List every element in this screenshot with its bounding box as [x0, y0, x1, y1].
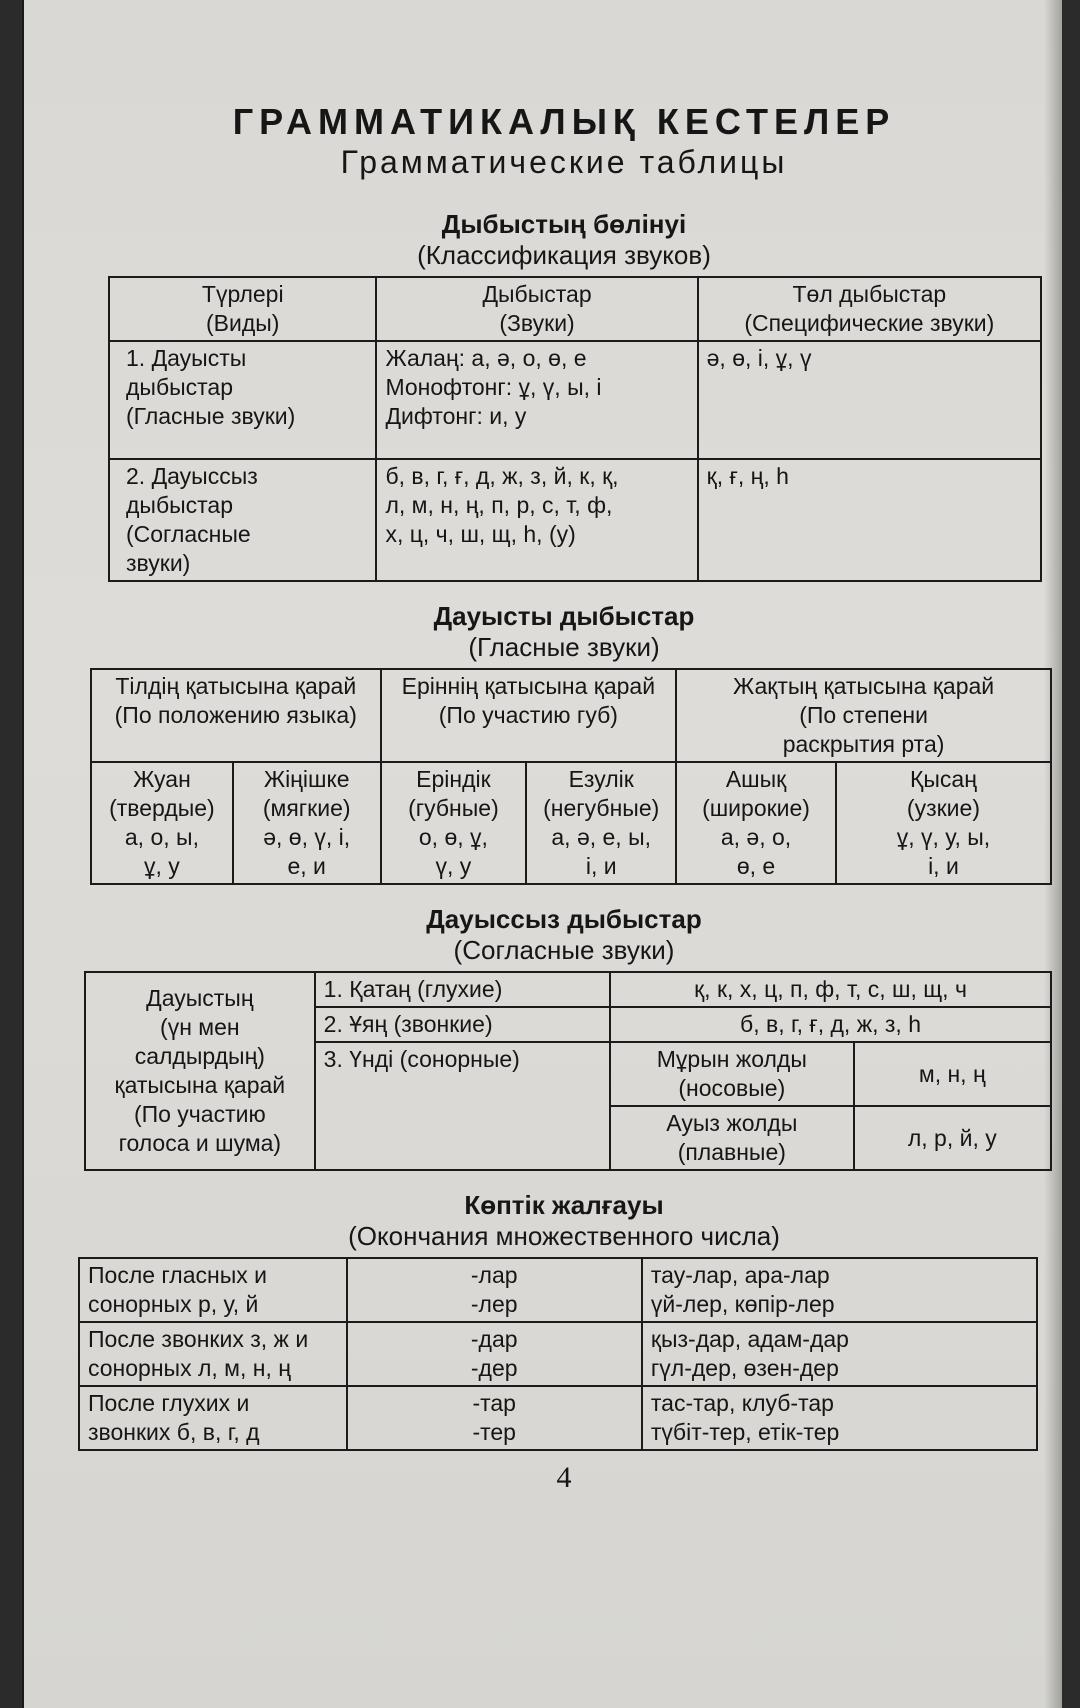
plural-condition: После глухих и звонких б, в, г, д	[79, 1386, 347, 1450]
plural-examples: тау-лар, ара-лар үй-лер, көпір-лер	[642, 1258, 1037, 1322]
vowels-soft: Жіңішке (мягкие) ә, ө, ү, і, е, и	[233, 762, 381, 884]
plural-examples: қыз-дар, адам-дар гүл-дер, өзен-дер	[642, 1322, 1037, 1386]
plural-suffix: -тар -тер	[347, 1386, 642, 1450]
table-row	[85, 972, 1051, 1007]
page-subtitle: Грамматические таблицы	[340, 144, 788, 180]
consonants-group-label: Дауыстың (үн мен салдырдың) қатысына қарай (По участию голоса и шума)	[85, 972, 315, 1170]
nasal-label: Мұрын жолды (носовые)	[610, 1042, 854, 1106]
table-row	[79, 1258, 1037, 1322]
cell-vowels-type: 1. Дауысты дыбыстар (Гласные звуки)	[109, 341, 376, 459]
oral-label: Ауыз жолды (плавные)	[610, 1106, 854, 1170]
voiced-label: 2. Ұяң (звонкие)	[315, 1007, 610, 1042]
plural-examples: тас-тар, клуб-тар түбіт-тер, етік-тер	[642, 1386, 1037, 1450]
header-types: Түрлері (Виды)	[109, 277, 376, 341]
vowels-hard: Жуан (твердые) а, о, ы, ұ, у	[91, 762, 233, 884]
cell-consonants-type: 2. Дауыссыз дыбыстар (Согласные звуки)	[109, 459, 376, 581]
page-number: 4	[556, 1461, 572, 1494]
plural-suffix: -лар -лер	[347, 1258, 642, 1322]
table-header-row	[109, 277, 1041, 341]
classification-subtitle: (Классификация звуков)	[417, 240, 711, 270]
plural-suffix: -дар -дер	[347, 1322, 642, 1386]
cell-consonants-specific: қ, ғ, ң, һ	[698, 459, 1041, 581]
page-content	[84, 100, 1044, 1495]
vowels-title: Дауысты дыбыстар	[433, 601, 695, 631]
vowels-group-jaw: Жақтың қатысына қарай (По степени раскрытия рта)	[676, 669, 1051, 762]
plural-condition: После гласных и сонорных р, у, й	[79, 1258, 347, 1322]
nasal-values: м, н, ң	[854, 1042, 1051, 1106]
vowels-nonlabial: Езулік (негубные) а, ә, е, ы, і, и	[526, 762, 676, 884]
consonants-table	[84, 971, 1052, 1171]
plural-subtitle: (Окончания множественного числа)	[348, 1221, 780, 1251]
table-row	[91, 762, 1051, 884]
table-header-row	[91, 669, 1051, 762]
sonorant-label: 3. Үнді (сонорные)	[315, 1042, 610, 1170]
cell-vowels-sounds: Жалаң: а, ә, о, ө, е Монофтонг: ұ, ү, ы, і Дифтонг: и, у	[376, 341, 697, 459]
vowels-narrow: Қысаң (узкие) ұ, ү, у, ы, і, и	[836, 762, 1051, 884]
table-row	[109, 341, 1041, 459]
vowels-table	[90, 668, 1052, 885]
header-specific: Төл дыбыстар (Специфические звуки)	[698, 277, 1041, 341]
plural-condition: После звонких з, ж и сонорных л, м, н, ң	[79, 1322, 347, 1386]
cell-vowels-specific: ә, ө, і, ұ, ү	[698, 341, 1041, 459]
vowels-group-tongue: Тілдің қатысына қарай (По положению языка)	[91, 669, 381, 762]
voiced-values: б, в, г, ғ, д, ж, з, һ	[610, 1007, 1051, 1042]
page-title: ГРАММАТИКАЛЫҚ КЕСТЕЛЕР	[232, 101, 896, 142]
oral-values: л, р, й, у	[854, 1106, 1051, 1170]
header-sounds: Дыбыстар (Звуки)	[376, 277, 697, 341]
voiceless-values: қ, к, х, ц, п, ф, т, с, ш, щ, ч	[610, 972, 1051, 1007]
classification-table	[108, 276, 1042, 582]
table-row	[109, 459, 1041, 581]
book-page	[22, 0, 1062, 1708]
table-row	[79, 1322, 1037, 1386]
table-row	[79, 1386, 1037, 1450]
consonants-title: Дауыссыз дыбыстар	[426, 904, 702, 934]
consonants-subtitle: (Согласные звуки)	[453, 935, 675, 965]
vowels-wide: Ашық (широкие) а, ә, о, ө, е	[676, 762, 836, 884]
voiceless-label: 1. Қатаң (глухие)	[315, 972, 610, 1007]
classification-title: Дыбыстың бөлінуі	[441, 209, 687, 239]
plural-title: Көптік жалғауы	[464, 1190, 664, 1220]
vowels-group-lips: Еріннің қатысына қарай (По участию губ)	[381, 669, 677, 762]
cell-consonants-sounds: б, в, г, ғ, д, ж, з, й, к, қ, л, м, н, ң, п, р, с, т, ф, х, ц, ч, ш, щ, һ, (у)	[376, 459, 697, 581]
vowels-subtitle: (Гласные звуки)	[468, 632, 660, 662]
plural-table	[78, 1257, 1038, 1451]
vowels-labial: Еріндік (губные) о, ө, ұ, ү, у	[381, 762, 527, 884]
